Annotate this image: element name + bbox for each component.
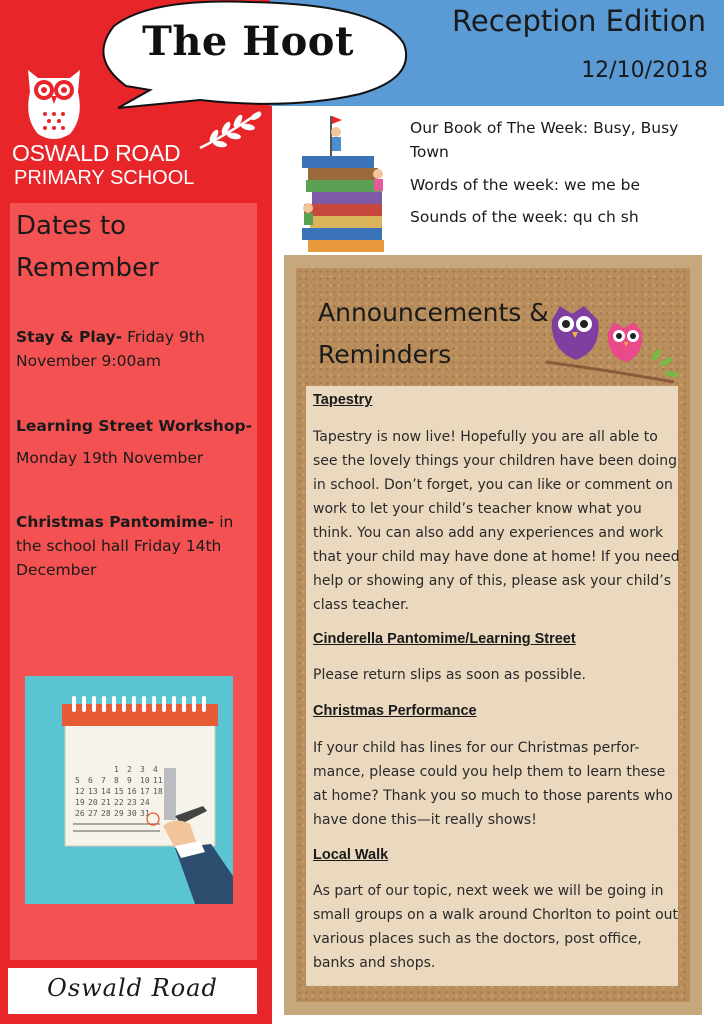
announcement-heading-local-walk: Local Walk [313, 847, 389, 863]
calendar-day: 18 [153, 787, 163, 796]
calendar-day: 11 [153, 776, 163, 785]
words-of-week: Words of the week: we me be [410, 176, 641, 194]
calendar-day: 12 [75, 787, 85, 796]
calendar-day: 3 [140, 765, 145, 774]
event-stay-and-play [16, 325, 254, 373]
announcement-heading-pantomime: Cinderella Pantomime/Learning Street [313, 631, 576, 647]
calendar-day: 8 [114, 776, 119, 785]
event-christmas-pantomime [16, 510, 254, 582]
calendar-day: 7 [101, 776, 106, 785]
event-name: Learning Street Workshop- [16, 417, 252, 435]
announcement-body-tapestry: Tapestry is now live! Hopefully you are all able to see the lovely things your children have been doing in school. Don’t forget, you can like or comment on work to let your child’s teacher know what you think. You can also add any experiences and work that your child may have done at home! If you need help or showing any of this, please ask your child’s class teacher. [313, 429, 680, 613]
calendar-day: 30 [127, 809, 137, 818]
calendar-day: 2 [127, 765, 132, 774]
calendar-day: 16 [127, 787, 137, 796]
calendar-day: 24 [140, 798, 150, 807]
newsletter-title: The Hoot [142, 18, 354, 65]
book-of-week: Our Book of The Week: Busy, Busy Town [410, 119, 679, 161]
calendar-day: 13 [88, 787, 98, 796]
books-illustration-icon [296, 112, 396, 257]
calendar-day: 28 [101, 809, 111, 818]
calendar-day: 10 [140, 776, 150, 785]
calendar-icon [25, 676, 233, 904]
calendar-day: 23 [127, 798, 137, 807]
calendar-day: 29 [114, 809, 124, 818]
calendar-day: 27 [88, 809, 98, 818]
footer-text: Oswald Road [47, 974, 218, 1002]
event-detail: in the school hall Friday 14th December [16, 513, 234, 579]
calendar-day: 1 [114, 765, 119, 774]
issue-date: 12/10/2018 [581, 58, 708, 83]
calendar-day: 9 [127, 776, 132, 785]
sounds-of-week: Sounds of the week: qu ch sh [410, 208, 639, 226]
calendar-day: 14 [101, 787, 111, 796]
event-detail: Monday 19th November [16, 449, 204, 467]
event-learning-street [16, 414, 254, 470]
calendar-day: 26 [75, 809, 85, 818]
announcement-heading-christmas-performance: Christmas Performance [313, 703, 477, 719]
school-name-line1: OSWALD ROAD [12, 140, 181, 166]
calendar-day: 17 [140, 787, 150, 796]
event-name: Stay & Play- [16, 328, 123, 346]
calendar-day: 15 [114, 787, 124, 796]
calendar-day: 6 [88, 776, 93, 785]
owls-on-branch-icon [546, 300, 686, 385]
event-name: Christmas Pantomime- [16, 513, 215, 531]
announcement-body-pantomime: Please return slips as soon as possible. [313, 667, 587, 683]
calendar-day: 19 [75, 798, 85, 807]
calendar-day: 20 [88, 798, 98, 807]
calendar-day: 4 [153, 765, 158, 774]
calendar-day: 21 [101, 798, 111, 807]
calendar-day: 5 [75, 776, 80, 785]
announcement-body-local-walk: As part of our topic, next week we will be going in small groups on a walk around Chorlton to point out various places such as the doctors, post office, banks and shops. [313, 883, 679, 971]
edition-label: Reception Edition [452, 4, 706, 38]
footer-box [8, 968, 257, 1014]
dates-title: Dates to Remember [16, 211, 159, 283]
owl-logo-icon [18, 62, 90, 142]
laurel-branch-icon [198, 108, 264, 152]
calendar-day: 31 [140, 809, 150, 818]
calendar-illustration [25, 676, 233, 904]
school-name-line2: PRIMARY SCHOOL [14, 167, 195, 189]
announcement-heading-tapestry: Tapestry [313, 392, 373, 408]
calendar-day: 22 [114, 798, 124, 807]
announcements-title: Announcements & Reminders [318, 298, 549, 369]
event-detail: Friday 9th November 9:00am [16, 328, 205, 370]
announcement-body-christmas-performance: If your child has lines for our Christmas perfor-mance, please could you help them to learn these at home? Thank you so much to those parents who have done this—it really shows! [313, 740, 673, 828]
